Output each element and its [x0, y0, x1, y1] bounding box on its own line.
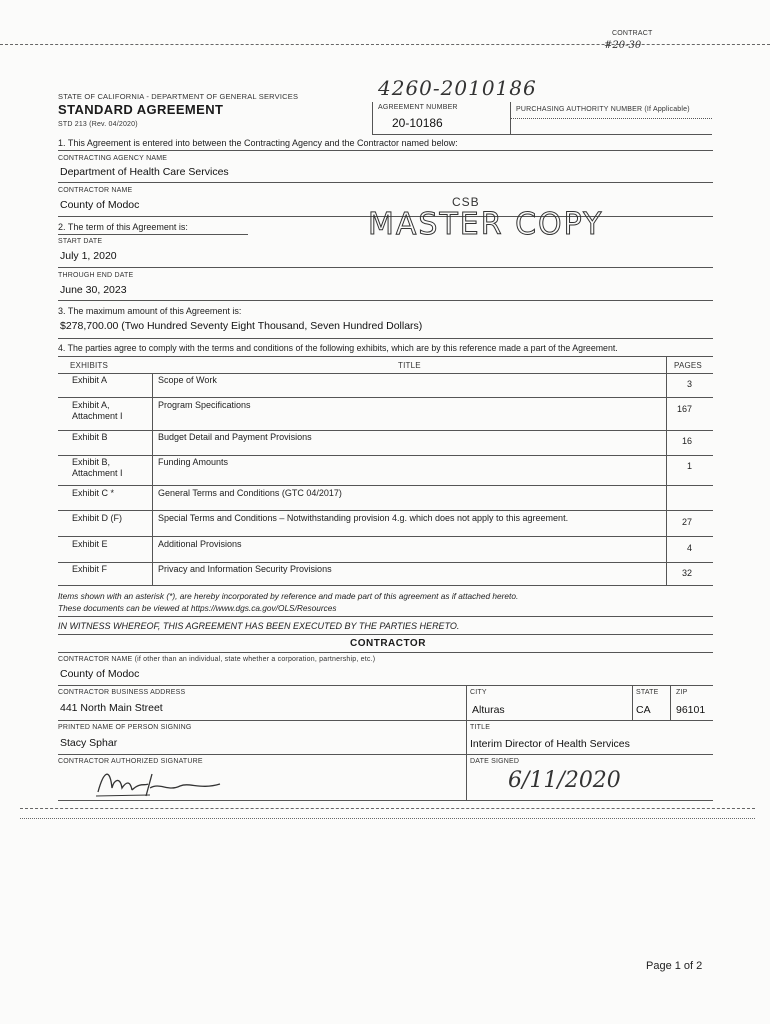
- agency-name-label: CONTRACTING AGENCY NAME: [58, 155, 168, 162]
- exhibit-code: Exhibit C *: [72, 488, 115, 498]
- agreement-number: 20-10186: [392, 116, 443, 130]
- exhibit-pages: 3: [686, 379, 692, 389]
- contractor-name-label: CONTRACTOR NAME: [58, 187, 133, 194]
- master-copy-stamp: MASTER COPY: [368, 207, 604, 242]
- exhibit-pages: 167: [676, 404, 692, 414]
- contract-stamp-number: #20-30: [604, 40, 642, 51]
- contractor-name-full-label: CONTRACTOR NAME (if other than an individual, state whether a corporation, partnership, etc.): [58, 656, 376, 663]
- exhibit-code-attachment: Attachment I: [72, 468, 123, 478]
- exhibit-code: Exhibit F: [72, 564, 108, 574]
- signer-name-label: PRINTED NAME OF PERSON SIGNING: [58, 724, 192, 731]
- contractor-full-name: County of Modoc: [60, 668, 140, 680]
- agency-name: Department of Health Care Services: [60, 166, 229, 178]
- col-pages-header: PAGES: [674, 361, 702, 370]
- exhibit-title: Additional Provisions: [158, 539, 242, 549]
- exhibit-row-divider: [58, 455, 713, 456]
- exhibit-code: Exhibit D (F): [72, 513, 123, 523]
- form-title: STANDARD AGREEMENT: [58, 102, 224, 117]
- contractor-signature: [90, 762, 240, 802]
- exhibit-row-divider: [58, 430, 713, 431]
- purchasing-authority-label: PURCHASING AUTHORITY NUMBER (If Applicable): [516, 106, 690, 113]
- view-note: These documents can be viewed at https://www.dgs.ca.gov/OLS/Resources: [58, 603, 337, 613]
- zip-label: ZIP: [676, 689, 688, 696]
- date-signed-label: DATE SIGNED: [470, 758, 520, 765]
- signature-label: CONTRACTOR AUTHORIZED SIGNATURE: [58, 758, 203, 765]
- form-code: STD 213 (Rev. 04/2020): [58, 121, 138, 128]
- exhibit-pages: 32: [681, 568, 692, 578]
- exhibit-pages: 1: [686, 461, 692, 471]
- col-exhibits-header: EXHIBITS: [70, 361, 109, 370]
- signer-title: Interim Director of Health Services: [470, 738, 630, 750]
- exhibit-title: Budget Detail and Payment Provisions: [158, 432, 312, 442]
- exhibit-row-divider: [58, 562, 713, 563]
- exhibit-title: Privacy and Information Security Provisions: [158, 564, 332, 574]
- exhibit-title: Funding Amounts: [158, 457, 229, 467]
- business-address-label: CONTRACTOR BUSINESS ADDRESS: [58, 689, 186, 696]
- zip: 96101: [676, 704, 706, 716]
- agreement-number-label: AGREEMENT NUMBER: [378, 104, 458, 111]
- end-date-label: THROUGH END DATE: [58, 272, 134, 279]
- exhibit-row-divider: [58, 510, 713, 511]
- exhibit-title: General Terms and Conditions (GTC 04/2017): [158, 488, 342, 498]
- city-label: CITY: [470, 689, 487, 696]
- exhibit-pages: 4: [686, 543, 692, 553]
- contractor-heading: CONTRACTOR: [350, 638, 426, 649]
- section1-statement: 1. This Agreement is entered into between the Contracting Agency and the Contractor named below:: [58, 138, 458, 148]
- section4-statement: 4. The parties agree to comply with the terms and conditions of the following exhibits, which are by this reference made a part of the Agreement.: [58, 343, 618, 353]
- signer-title-label: TITLE: [470, 724, 491, 731]
- section3-statement: 3. The maximum amount of this Agreement is:: [58, 306, 242, 316]
- handwritten-agreement-number: 4260-2010186: [378, 76, 537, 100]
- state-department-label: STATE OF CALIFORNIA - DEPARTMENT OF GENERAL SERVICES: [58, 92, 299, 101]
- date-signed: 6/11/2020: [508, 768, 621, 793]
- end-date: June 30, 2023: [60, 284, 127, 296]
- exhibit-title: Scope of Work: [158, 375, 217, 385]
- exhibit-pages: 27: [681, 517, 692, 527]
- exhibit-title: Special Terms and Conditions – Notwithstanding provision 4.g. which does not apply to this agreement.: [158, 513, 569, 523]
- contract-stamp: CONTRACT: [612, 30, 653, 37]
- contractor-name: County of Modoc: [60, 199, 140, 211]
- section2-statement: 2. The term of this Agreement is:: [58, 222, 188, 232]
- exhibit-code: Exhibit B: [72, 432, 108, 442]
- start-date: July 1, 2020: [60, 250, 117, 262]
- signer-name: Stacy Sphar: [60, 737, 118, 749]
- business-address: 441 North Main Street: [60, 702, 163, 714]
- exhibit-row-divider: [58, 536, 713, 537]
- exhibit-row-divider: [58, 485, 713, 486]
- start-date-label: START DATE: [58, 238, 103, 245]
- witness-statement: IN WITNESS WHEREOF, THIS AGREEMENT HAS BEEN EXECUTED BY THE PARTIES HERETO.: [58, 621, 460, 631]
- exhibit-row-divider: [58, 397, 713, 398]
- exhibit-row-divider: [58, 585, 713, 586]
- top-border-line: [0, 44, 770, 45]
- page-number: Page 1 of 2: [646, 960, 703, 972]
- city: Alturas: [472, 704, 505, 716]
- exhibit-code-attachment: Attachment I: [72, 411, 123, 421]
- exhibit-code: Exhibit A,: [72, 400, 110, 410]
- col-title-header: TITLE: [398, 361, 421, 370]
- exhibit-code: Exhibit E: [72, 539, 108, 549]
- max-amount: $278,700.00 (Two Hundred Seventy Eight Thousand, Seven Hundred Dollars): [60, 320, 423, 332]
- state: CA: [636, 704, 651, 716]
- csb-stamp: CSB: [452, 195, 480, 209]
- exhibit-code: Exhibit A: [72, 375, 108, 385]
- exhibit-title: Program Specifications: [158, 400, 251, 410]
- asterisk-note: Items shown with an asterisk (*), are hereby incorporated by reference and made part of this agreement as if attached hereto.: [58, 591, 519, 601]
- state-label: STATE: [636, 689, 659, 696]
- exhibit-pages: 16: [681, 436, 692, 446]
- exhibit-code: Exhibit B,: [72, 457, 111, 467]
